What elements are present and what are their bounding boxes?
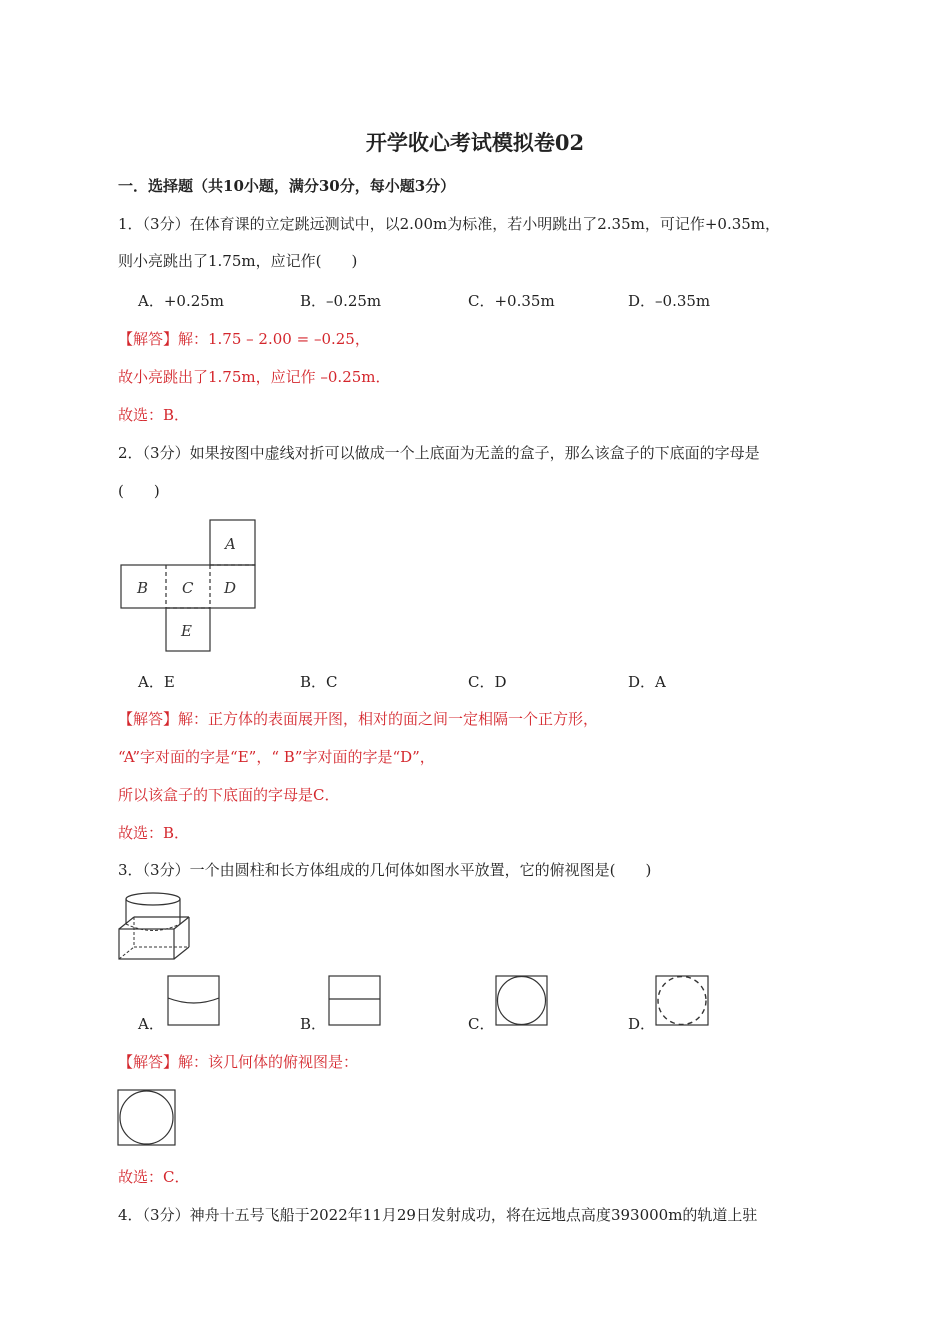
q3-choice: 故选：C． xyxy=(118,1168,190,1186)
q2-stem-line1: 2．（3分）如果按图中虚线对折可以做成一个上底面为无盖的盒子，那么该盒子的下底面的字母是 xyxy=(118,444,760,462)
q2-option-b: B．C xyxy=(300,673,338,691)
net-label-e: E xyxy=(181,622,192,640)
q1-choice: 故选：B． xyxy=(118,406,190,424)
q2-option-a: A．E xyxy=(138,673,175,691)
q3-option-a-figure xyxy=(166,974,222,1028)
q3-stem: 3．（3分）一个由圆柱和长方体组成的几何体如图水平放置，它的俯视图是( ) xyxy=(118,861,652,879)
cube-net-figure xyxy=(118,518,258,654)
cylinder-cuboid-figure xyxy=(116,891,194,963)
q2-answer-line2: “A”字对面的字是“E”，“ B”字对面的字是“D”， xyxy=(118,748,435,766)
q1-option-c: C．+0.35m xyxy=(468,292,555,310)
q1-answer-line1: 【解答】解：1.75 – 2.00 = –0.25， xyxy=(118,330,370,348)
q3-option-c-figure xyxy=(494,974,550,1028)
q2-answer-line1: 【解答】解：正方体的表面展开图，相对的面之间一定相隔一个正方形， xyxy=(118,710,599,728)
net-label-d: D xyxy=(224,579,237,597)
net-label-b: B xyxy=(137,579,149,597)
q1-stem-line1: 1．（3分）在体育课的立定跳远测试中，以2.00m为标准，若小明跳出了2.35m，可记作+0.35m， xyxy=(118,215,781,233)
q3-option-a: A． xyxy=(138,1015,164,1033)
q1-answer-line2: 故小亮跳出了1.75m，应记作 –0.25m． xyxy=(118,368,391,386)
q2-option-d: D．A xyxy=(628,673,666,691)
q3-answer-figure xyxy=(116,1088,178,1148)
q2-stem-line2: ( ) xyxy=(118,482,160,500)
q3-option-d: D． xyxy=(628,1015,656,1033)
net-label-a: A xyxy=(225,535,236,553)
q3-option-c: C． xyxy=(468,1015,495,1033)
page-title: 开学收心考试模拟卷02 xyxy=(365,130,585,155)
q1-option-a: A．+0.25m xyxy=(138,292,225,310)
q2-answer-line3: 所以该盒子的下底面的字母是C． xyxy=(118,786,340,804)
q1-option-d: D．–0.35m xyxy=(628,292,711,310)
q3-option-d-figure xyxy=(654,974,712,1028)
q4-stem-line1: 4．（3分）神舟十五号飞船于2022年11月29日发射成功，将在远地点高度393000m的轨道上驻 xyxy=(118,1206,758,1224)
q1-stem-line2: 则小亮跳出了1.75m，应记作( ) xyxy=(118,252,358,270)
net-label-c: C xyxy=(182,579,194,597)
q3-option-b: B． xyxy=(300,1015,327,1033)
q1-option-b: B．–0.25m xyxy=(300,292,382,310)
q3-answer-line1: 【解答】解：该几何体的俯视图是： xyxy=(118,1053,359,1071)
q2-option-c: C．D xyxy=(468,673,507,691)
q2-choice: 故选：B． xyxy=(118,824,190,842)
section-heading: 一．选择题（共10小题，满分30分，每小题3分） xyxy=(118,177,456,195)
q3-option-b-figure xyxy=(327,974,383,1028)
